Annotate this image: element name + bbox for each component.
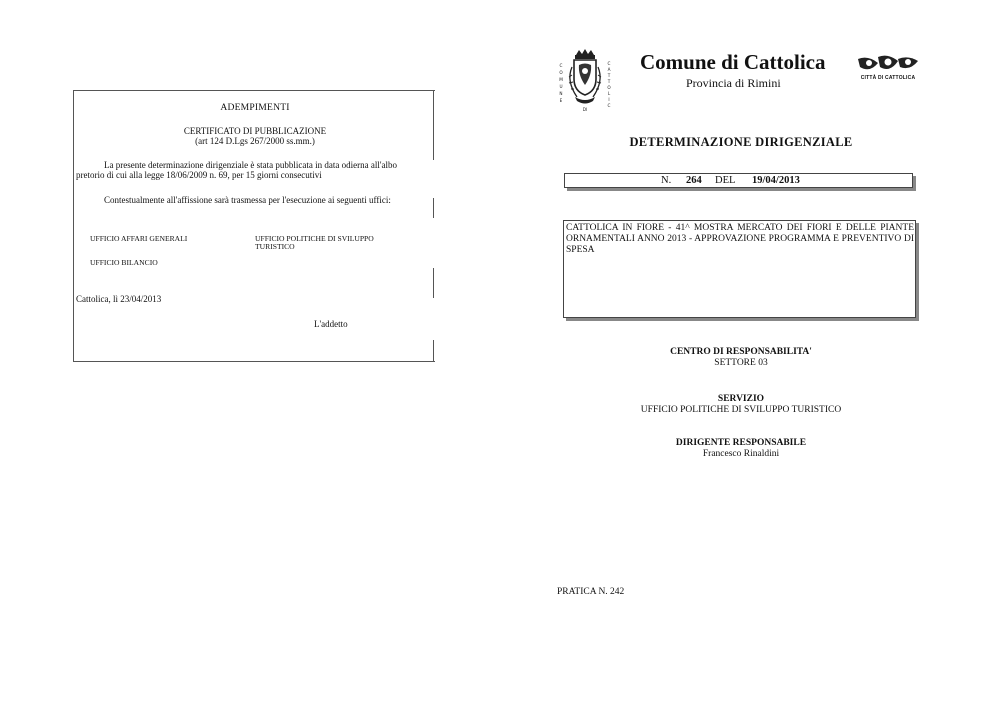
logo-caption: CITTÀ DI CATTOLICA xyxy=(860,75,916,81)
document-number-box xyxy=(564,173,913,188)
certificate-subtitle: CERTIFICATO DI PUBBLICAZIONE xyxy=(183,126,327,136)
svg-text:DI: DI xyxy=(582,107,588,112)
svg-text:O: O xyxy=(607,85,611,90)
document-type-title: DETERMINAZIONE DIRIGENZIALE xyxy=(629,135,853,149)
service-value: UFFICIO POLITICHE DI SVILUPPO TURISTICO xyxy=(640,405,842,415)
transmission-statement: Contestualmente all'affissione sarà trasmessa per l'esecuzione ai seguenti uffici: xyxy=(104,195,391,205)
municipal-crest-icon xyxy=(555,47,615,113)
publication-statement-line1: La presente determinazione dirigenziale è stata pubblicata in data odierna all'albo xyxy=(104,160,397,170)
manager-name: Francesco Rinaldini xyxy=(702,449,780,459)
certificate-legal-reference: (art 124 D.Lgs 267/2000 ss.mm.) xyxy=(195,136,315,146)
office-politiche-line1: UFFICIO POLITICHE DI SVILUPPO xyxy=(255,234,374,243)
svg-text:U: U xyxy=(559,84,563,89)
svg-text:M: M xyxy=(559,77,563,82)
certificate-signer: L'addetto xyxy=(314,319,348,329)
province-name: Provincia di Rimini xyxy=(686,76,781,90)
svg-text:C: C xyxy=(607,61,611,66)
svg-text:T: T xyxy=(607,79,611,84)
responsibility-center-label: CENTRO DI RESPONSABILITA' xyxy=(670,347,812,357)
svg-text:E: E xyxy=(559,98,563,103)
svg-text:L: L xyxy=(607,91,611,96)
svg-text:C: C xyxy=(607,103,611,108)
manager-label: DIRIGENTE RESPONSABILE xyxy=(675,438,807,448)
certificate-place-date: Cattolica, lì 23/04/2013 xyxy=(76,294,162,304)
office-politiche-line2: TURISTICO xyxy=(255,242,295,251)
certificate-border-segment xyxy=(433,268,434,298)
responsibility-center-value: SETTORE 03 xyxy=(714,358,768,368)
office-affari-generali: UFFICIO AFFARI GENERALI xyxy=(90,234,188,243)
document-subject: CATTOLICA IN FIORE - 41^ MOSTRA MERCATO DEI FIORI E DELLE PIANTE ORNAMENTALI ANNO 2013 - APPROVAZIONE PROGRAMMA E PREVENTIVO DI SPESA xyxy=(566,223,914,255)
svg-text:N: N xyxy=(559,91,563,96)
service-label: SERVIZIO xyxy=(717,394,765,404)
office-bilancio: UFFICIO BILANCIO xyxy=(90,258,158,267)
number-label: N. xyxy=(661,175,672,186)
date-label: DEL xyxy=(715,175,736,186)
svg-text:C: C xyxy=(559,63,563,68)
publication-certificate-box xyxy=(73,90,435,362)
document-date: 19/04/2013 xyxy=(752,175,800,186)
practice-number: PRATICA N. 242 xyxy=(557,587,625,597)
document-number: 264 xyxy=(686,175,702,186)
organization-name: Comune di Cattolica xyxy=(640,50,826,74)
subject-box xyxy=(563,220,916,318)
svg-text:I: I xyxy=(608,97,610,102)
svg-text:T: T xyxy=(607,73,611,78)
svg-text:A: A xyxy=(607,67,611,72)
svg-text:O: O xyxy=(559,70,563,75)
publication-statement-line2: pretorio di cui alla legge 18/06/2009 n. 69, per 15 giorni consecutivi xyxy=(76,170,322,180)
certificate-border-segment xyxy=(433,90,434,160)
certificate-title: ADEMPIMENTI xyxy=(220,102,290,113)
certificate-border-segment xyxy=(433,340,434,362)
certificate-border-segment xyxy=(433,198,434,218)
